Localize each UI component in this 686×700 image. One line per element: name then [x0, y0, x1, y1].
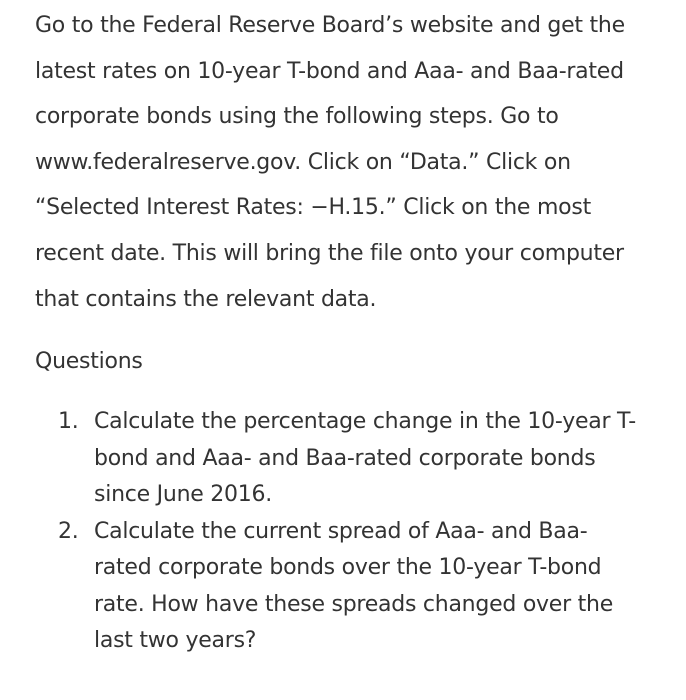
- intro-line: Go to the Federal Reserve Board’s website and get the: [35, 13, 625, 38]
- question-item: [0, 514, 686, 660]
- intro-line: recent date. This will bring the file onto your computer: [35, 240, 624, 266]
- question-line: Calculate the percentage change in the 10-year T-: [94, 409, 636, 434]
- intro-line: “Selected Interest Rates: −H.15.” Click on the most: [35, 195, 591, 221]
- intro-line: www.federalreserve.gov. Click on “Data.” Click on: [35, 149, 571, 175]
- question-number: 1.: [58, 409, 79, 434]
- question-number: 2.: [58, 518, 79, 544]
- question-line: last two years?: [94, 628, 257, 653]
- intro-line: latest rates on 10-year T-bond and Aaa- and Baa-rated: [35, 58, 624, 84]
- question-item: [0, 404, 686, 514]
- intro-line: corporate bonds using the following steps. Go to: [35, 104, 559, 130]
- questions-list: [0, 404, 686, 660]
- question-line: rate. How have these spreads changed over the: [94, 591, 613, 617]
- questions-heading: Questions: [35, 349, 143, 374]
- question-line: Calculate the current spread of Aaa- and Baa-: [94, 518, 588, 544]
- question-line: bond and Aaa- and Baa-rated corporate bonds: [94, 445, 596, 471]
- intro-paragraph: [35, 3, 675, 322]
- question-line: rated corporate bonds over the 10-year T-bond: [94, 555, 602, 580]
- question-line: since June 2016.: [94, 482, 273, 507]
- intro-line: that contains the relevant data.: [35, 286, 377, 312]
